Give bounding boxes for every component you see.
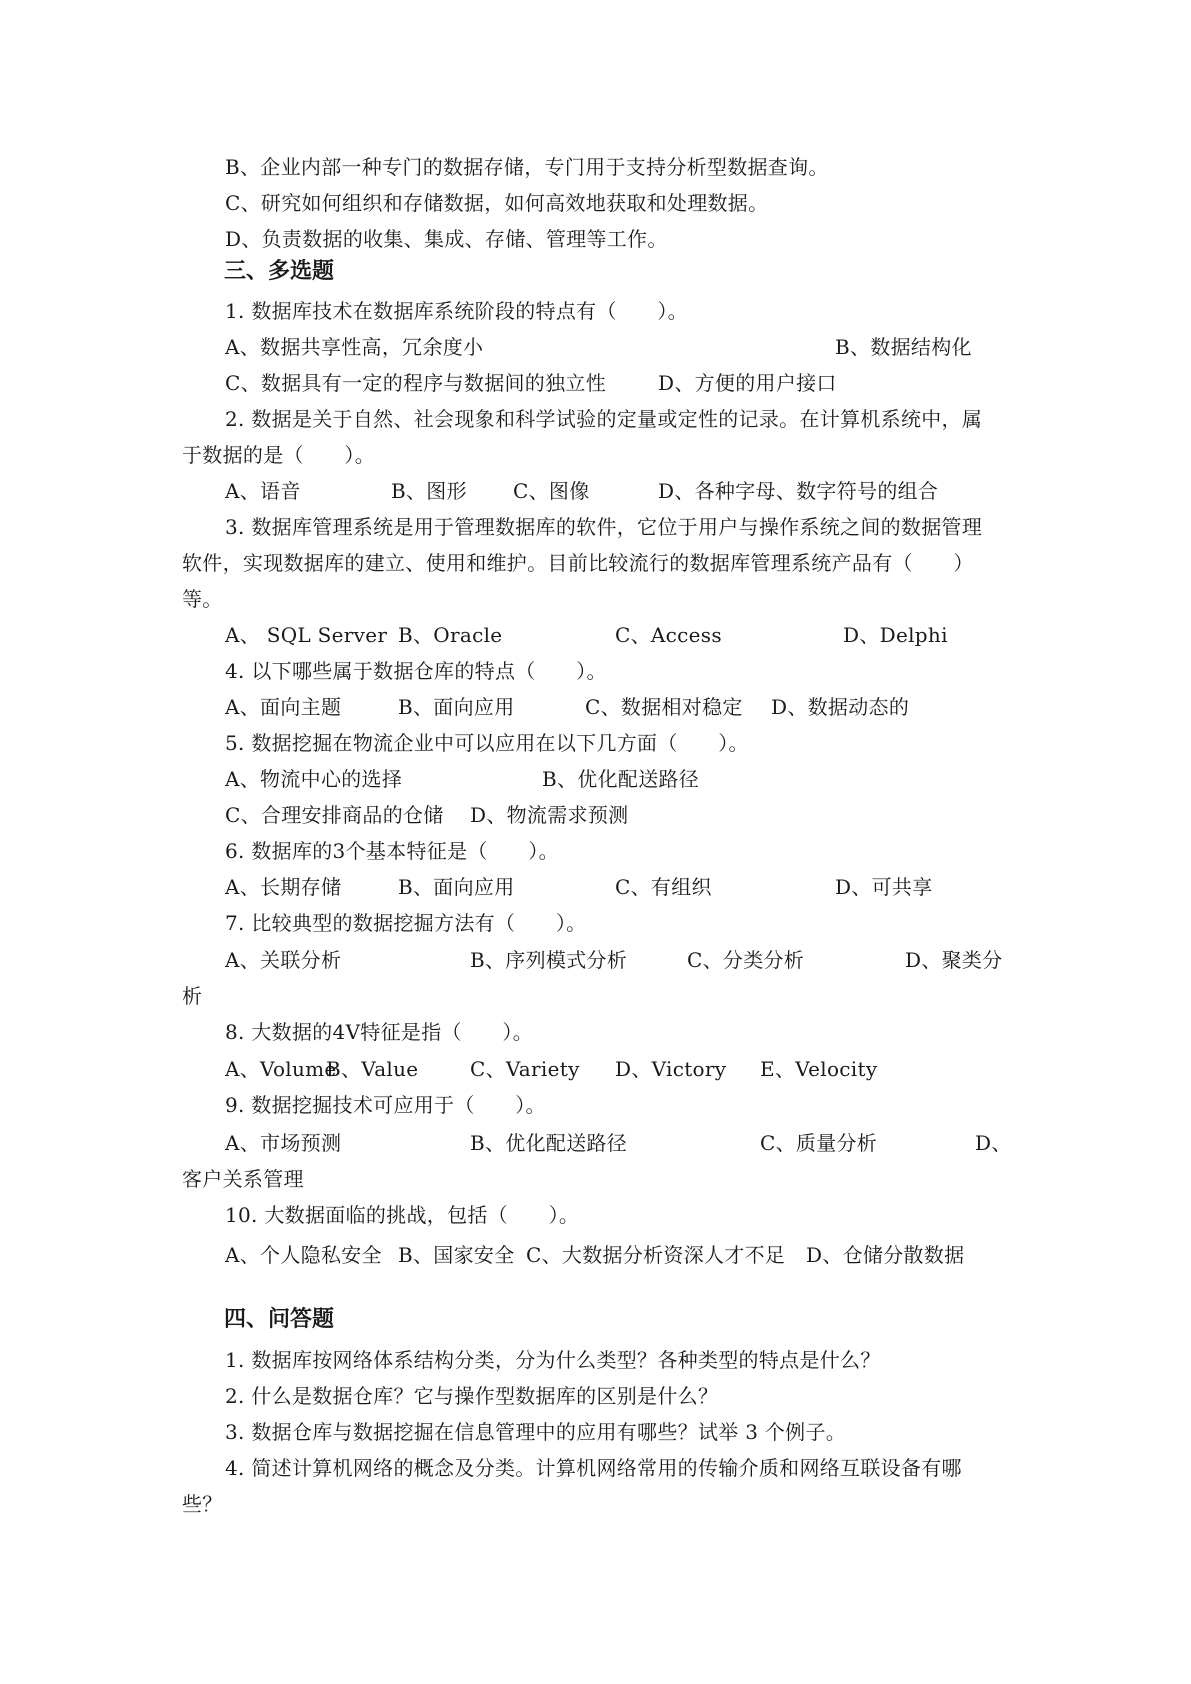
q10-stem: 10. 大数据面临的挑战，包括（ ）。 (225, 1203, 580, 1227)
q8-option-c: C、Variety (470, 1057, 580, 1081)
q6-option-b: B、面向应用 (398, 875, 515, 899)
q3-option-b: B、Oracle (398, 623, 503, 647)
q2-option-d: D、各种字母、数字符号的组合 (658, 479, 939, 503)
q3-option-c: C、Access (615, 623, 722, 647)
q3-option-d: D、Delphi (843, 623, 948, 647)
q7-option-b: B、序列模式分析 (470, 948, 628, 972)
q5-option-a: A、物流中心的选择 (225, 767, 403, 791)
q4-option-b: B、面向应用 (398, 695, 515, 719)
essay-q1: 1. 数据库按网络体系结构分类，分为什么类型？各种类型的特点是什么？ (225, 1348, 881, 1372)
q7-option-d: D、聚类分 (905, 948, 1003, 972)
q5-option-d: D、物流需求预测 (470, 803, 629, 827)
q10-option-c: C、大数据分析资深人才不足 (526, 1243, 786, 1267)
section-4-heading: 四、问答题 (224, 1307, 335, 1332)
section-3-heading: 三、多选题 (224, 259, 335, 284)
q8-option-b: B、Value (326, 1057, 419, 1081)
q10-option-a: A、个人隐私安全 (225, 1243, 382, 1267)
essay-q3: 3. 数据仓库与数据挖掘在信息管理中的应用有哪些？试举 3 个例子。 (225, 1420, 847, 1444)
q8-option-d: D、Victory (615, 1057, 727, 1081)
q2-stem-line2: 于数据的是（ ）。 (182, 443, 375, 467)
q1-option-a: A、数据共享性高，冗余度小 (225, 335, 484, 359)
prev-option-c: C、研究如何组织和存储数据，如何高效地获取和处理数据。 (225, 191, 769, 215)
q1-option-b: B、数据结构化 (835, 335, 972, 359)
prev-option-b: B、企业内部一种专门的数据存储，专门用于支持分析型数据查询。 (225, 155, 829, 179)
q4-option-c: C、数据相对稳定 (585, 695, 743, 719)
q1-stem: 1. 数据库技术在数据库系统阶段的特点有（ ）。 (225, 299, 688, 323)
q7-option-d-wrap: 析 (182, 984, 203, 1008)
q6-option-c: C、有组织 (615, 875, 712, 899)
q6-option-d: D、可共享 (835, 875, 933, 899)
q9-option-c: C、质量分析 (760, 1131, 878, 1155)
q6-option-a: A、长期存储 (225, 875, 342, 899)
q1-option-d: D、方便的用户接口 (658, 371, 837, 395)
q8-stem: 8. 大数据的4V特征是指（ ）。 (225, 1020, 534, 1044)
q6-stem: 6. 数据库的3个基本特征是（ ）。 (225, 839, 559, 863)
q4-stem: 4. 以下哪些属于数据仓库的特点（ ）。 (225, 659, 607, 683)
q9-option-d: D、 (975, 1131, 1012, 1155)
q10-option-d: D、仓储分散数据 (806, 1243, 965, 1267)
q9-option-a: A、市场预测 (225, 1131, 342, 1155)
essay-q2: 2. 什么是数据仓库？它与操作型数据库的区别是什么？ (225, 1384, 719, 1408)
q8-option-e: E、Velocity (760, 1057, 878, 1081)
essay-q4-line2: 些？ (182, 1492, 223, 1516)
essay-q4-line1: 4. 简述计算机网络的概念及分类。计算机网络常用的传输介质和网络互联设备有哪 (225, 1456, 962, 1480)
q7-option-a: A、关联分析 (225, 948, 342, 972)
prev-option-d: D、负责数据的收集、集成、存储、管理等工作。 (225, 227, 668, 251)
q9-option-b: B、优化配送路径 (470, 1131, 628, 1155)
q3-stem-line3: 等。 (182, 587, 223, 611)
q5-option-c: C、合理安排商品的仓储 (225, 803, 444, 827)
q10-option-b: B、国家安全 (398, 1243, 515, 1267)
q5-stem: 5. 数据挖掘在物流企业中可以应用在以下几方面（ ）。 (225, 731, 749, 755)
q2-option-c: C、图像 (513, 479, 590, 503)
q2-option-a: A、语音 (225, 479, 301, 503)
q8-option-a: A、Volume (225, 1057, 337, 1081)
q2-option-b: B、图形 (391, 479, 467, 503)
q3-stem-line2: 软件，实现数据库的建立、使用和维护。目前比较流行的数据库管理系统产品有（ ） (182, 551, 974, 575)
q2-stem-line1: 2. 数据是关于自然、社会现象和科学试验的定量或定性的记录。在计算机系统中，属 (225, 407, 983, 431)
q4-option-a: A、面向主题 (225, 695, 342, 719)
q9-option-d-wrap: 客户关系管理 (182, 1167, 304, 1191)
q7-stem: 7. 比较典型的数据挖掘方法有（ ）。 (225, 911, 587, 935)
q4-option-d: D、数据动态的 (771, 695, 910, 719)
q5-option-b: B、优化配送路径 (542, 767, 700, 791)
q1-option-c: C、数据具有一定的程序与数据间的独立性 (225, 371, 607, 395)
q3-stem-line1: 3. 数据库管理系统是用于管理数据库的软件，它位于用户与操作系统之间的数据管理 (225, 515, 983, 539)
q9-stem: 9. 数据挖掘技术可应用于（ ）。 (225, 1093, 546, 1117)
q7-option-c: C、分类分析 (687, 948, 805, 972)
q3-option-a: A、 SQL Server (225, 623, 388, 647)
